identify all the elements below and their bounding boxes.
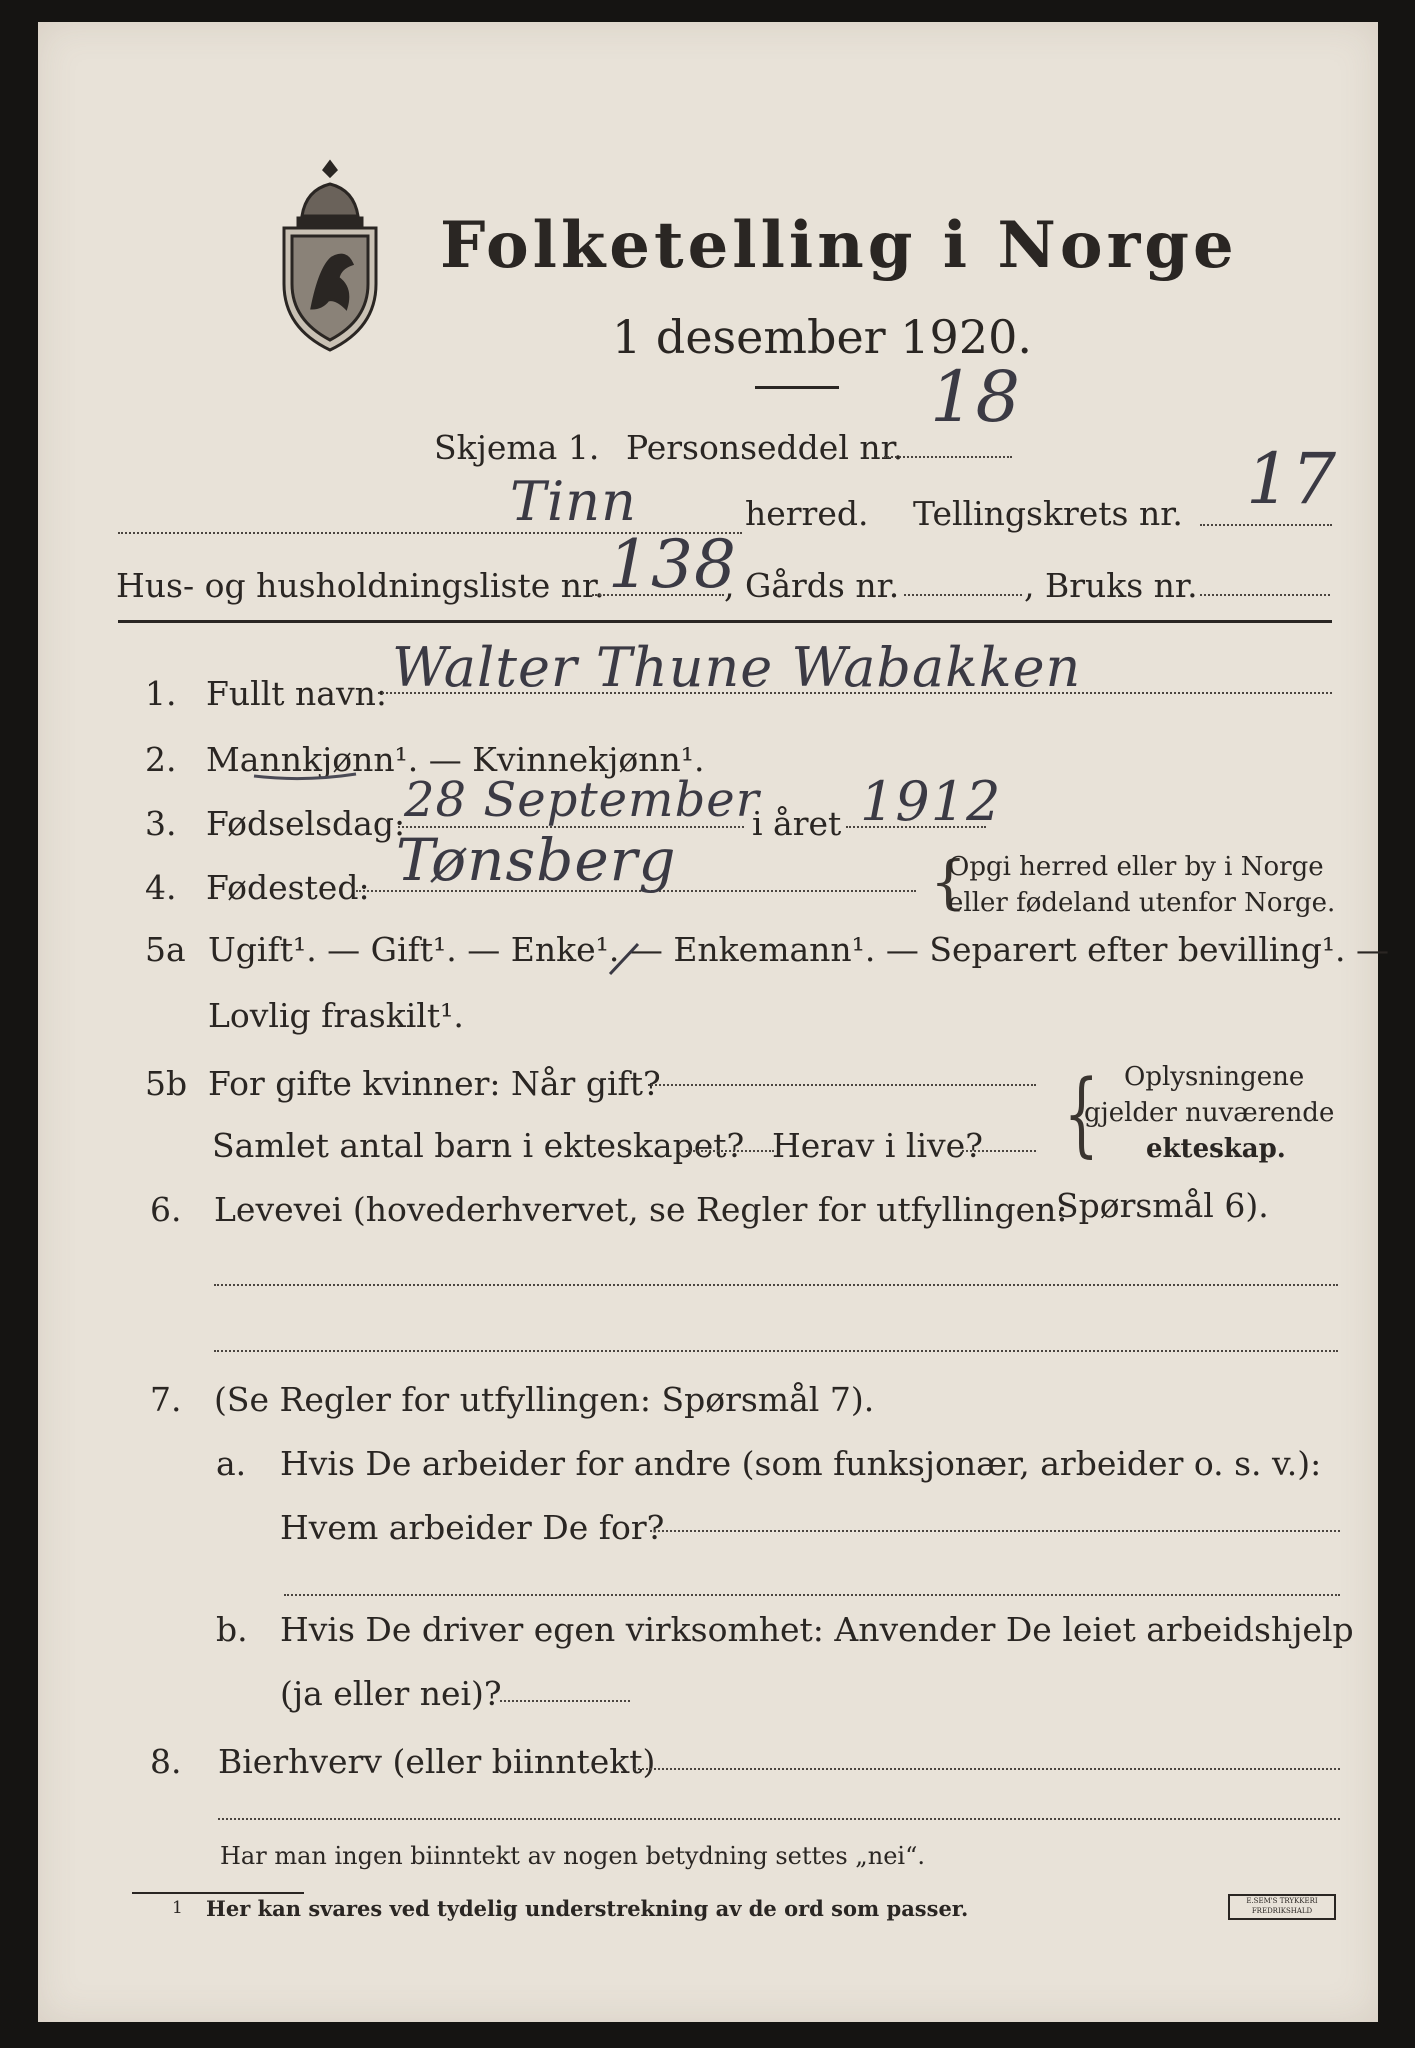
marriage-note-line1: Oplysningene — [1124, 1062, 1305, 1092]
printer-stamp: E.SEM'S TRYKKERI FREDRIKSHALD — [1228, 1894, 1336, 1920]
q5b-number: 5b — [145, 1064, 188, 1103]
footnote-mark: 1 — [172, 1898, 183, 1918]
occupation-label-tail: Spørsmål 6). — [1056, 1186, 1269, 1225]
birthday-value[interactable]: 28 September — [404, 772, 760, 828]
tellingskrets-field-line[interactable] — [1200, 524, 1332, 526]
q4-number: 4. — [145, 868, 177, 907]
marriage-note-line3: ekteskap. — [1146, 1134, 1286, 1164]
side-income-field-line-2[interactable] — [218, 1818, 1340, 1820]
side-income-note: Har man ingen biinntekt av nogen betydning settes „nei“. — [220, 1842, 925, 1870]
q8-number: 8. — [150, 1742, 182, 1781]
occupation-field-line-2[interactable] — [214, 1350, 1338, 1352]
coat-of-arms-emblem — [272, 158, 388, 354]
own-business-question: Hvis De driver egen virksomhet: Anvender De leiet arbeidshjelp — [280, 1610, 1354, 1649]
marriage-note-line2: gjelder nuværende — [1084, 1098, 1335, 1128]
marital-tick-mark — [606, 940, 646, 980]
footnote-rule — [132, 1892, 304, 1894]
personseddel-field-line[interactable] — [884, 456, 1012, 458]
hired-help-field-line[interactable] — [500, 1700, 630, 1702]
q2-number: 2. — [145, 740, 177, 779]
children-total-field-line[interactable] — [686, 1150, 774, 1152]
household-list-label: Hus- og husholdningsliste nr. — [116, 566, 605, 605]
sex-options[interactable]: Mannkjønn¹. — Kvinnekjønn¹. — [206, 740, 705, 779]
bruks-label: , Bruks nr. — [1024, 566, 1198, 605]
marriage-note-brace: { — [1063, 1060, 1099, 1167]
male-underline-mark — [250, 768, 360, 782]
q4-label: Fødested: — [206, 868, 370, 907]
occupation-label: Levevei (hovederhvervet, se Regler for utfyllingen: — [214, 1190, 1068, 1229]
hired-help-label: (ja eller nei)? — [280, 1674, 502, 1713]
bruks-field-line[interactable] — [1200, 594, 1330, 596]
occupation-field-line-1[interactable] — [214, 1284, 1338, 1286]
birthplace-value[interactable]: Tønsberg — [396, 826, 677, 894]
footnote-text: Her kan svares ved tydelig understrekning av de ord som passer. — [206, 1896, 969, 1921]
birthplace-note-brace: { — [930, 848, 967, 916]
q5a-number: 5a — [145, 930, 186, 969]
employer-field-line-1[interactable] — [650, 1530, 1340, 1532]
header-rule — [118, 620, 1332, 623]
title-divider — [755, 386, 839, 389]
herred-value[interactable]: Tinn — [510, 470, 637, 533]
form-title: Folketelling i Norge — [440, 208, 1238, 283]
side-income-label: Bierhverv (eller biinntekt) — [218, 1742, 656, 1781]
q7a-letter: a. — [216, 1444, 247, 1483]
herred-label: herred. — [745, 494, 869, 533]
q7-number: 7. — [150, 1380, 182, 1419]
married-when-field-line[interactable] — [648, 1084, 1036, 1086]
q1-number: 1. — [145, 674, 177, 713]
side-income-field-line-1[interactable] — [634, 1768, 1340, 1770]
personseddel-value[interactable]: 18 — [930, 356, 1022, 438]
employer-question: Hvis De arbeider for andre (som funksjonær, arbeider o. s. v.): — [280, 1444, 1322, 1483]
children-alive-label: Herav i live? — [772, 1126, 983, 1165]
employer-label: Hvem arbeider De for? — [280, 1508, 665, 1547]
q7-label: (Se Regler for utfyllingen: Spørsmål 7). — [214, 1380, 875, 1419]
divorced-option[interactable]: Lovlig fraskilt¹. — [208, 996, 464, 1035]
marital-status-options[interactable]: Ugift¹. — Gift¹. — Enke¹. — Enkemann¹. — Separert efter bevilling¹. — — [208, 930, 1390, 969]
full-name-value[interactable]: Walter Thune Wabakken — [392, 636, 1082, 699]
census-date: 1 desember 1920. — [612, 310, 1032, 364]
q3-label: Fødselsdag: — [206, 804, 406, 843]
tellingskrets-value[interactable]: 17 — [1246, 438, 1338, 520]
personseddel-label: Personseddel nr. — [626, 428, 904, 467]
birthplace-note-line1: Opgi herred eller by i Norge — [948, 852, 1324, 882]
year-value[interactable]: 1912 — [860, 770, 1002, 833]
schema-label: Skjema 1. — [434, 428, 600, 467]
married-when-label: For gifte kvinner: Når gift? — [208, 1064, 661, 1103]
birthplace-note-line2: eller fødeland utenfor Norge. — [948, 888, 1336, 918]
q3-number: 3. — [145, 804, 177, 843]
q6-number: 6. — [150, 1190, 182, 1229]
gards-field-line[interactable] — [904, 594, 1022, 596]
children-alive-field-line[interactable] — [962, 1150, 1036, 1152]
q1-label: Fullt navn: — [206, 674, 387, 713]
year-label: i året — [752, 804, 842, 843]
gards-label: , Gårds nr. — [724, 566, 900, 605]
employer-field-line-2[interactable] — [284, 1594, 1340, 1596]
household-value[interactable]: 138 — [608, 526, 737, 603]
q7b-letter: b. — [216, 1610, 248, 1649]
tellingskrets-label: Tellingskrets nr. — [913, 494, 1183, 533]
children-total-label: Samlet antal barn i ekteskapet? — [212, 1126, 745, 1165]
